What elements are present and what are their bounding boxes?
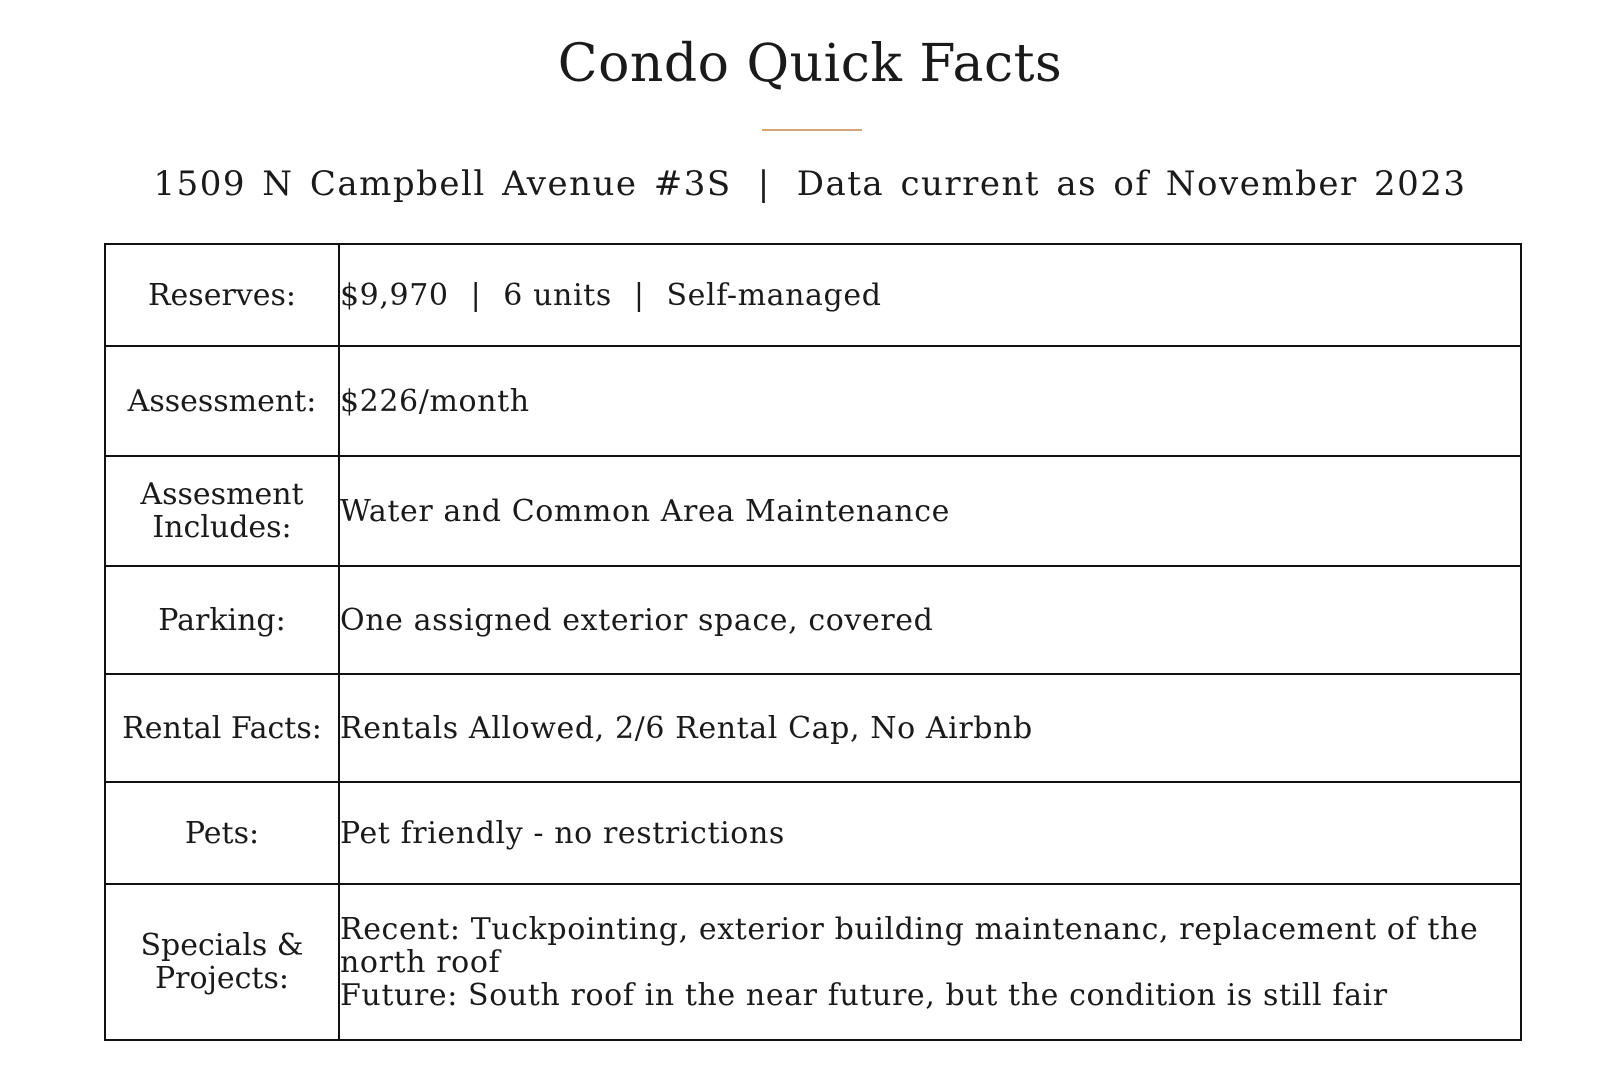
specials-projects-label-line1: Specials & <box>140 928 304 963</box>
reserves-value <box>339 244 1521 346</box>
data-current-note: Data current as of November 2023 <box>796 164 1467 204</box>
facts-row-parking <box>105 566 1521 674</box>
facts-row-pets <box>105 782 1521 884</box>
assessment-includes-label-line1: Assesment <box>140 477 304 512</box>
title-divider <box>762 129 862 131</box>
specials-projects-label-line2: Projects: <box>154 961 289 996</box>
property-address: 1509 N Campbell Avenue #3S <box>153 164 732 204</box>
assessment-includes-label-line2: Includes: <box>152 510 292 545</box>
subtitle-separator: | <box>757 164 771 204</box>
specials-future: Future: South roof in the near future, but the condition is still fair <box>340 977 1388 1013</box>
rental-facts-label: Rental Facts: <box>105 674 339 782</box>
reserves-label: Reserves: <box>105 244 339 346</box>
reserves-amount: $9,970 <box>340 277 449 313</box>
parking-label: Parking: <box>105 566 339 674</box>
assessment-value: $226/month <box>339 346 1521 456</box>
facts-row-assessment-includes <box>105 456 1521 566</box>
reserves-management: Self-managed <box>666 277 882 313</box>
pets-label: Pets: <box>105 782 339 884</box>
facts-row-reserves <box>105 244 1521 346</box>
facts-row-assessment <box>105 346 1521 456</box>
specials-projects-label <box>105 884 339 1040</box>
reserves-separator-1: | <box>470 277 482 313</box>
parking-value: One assigned exterior space, covered <box>339 566 1521 674</box>
page-title: Condo Quick Facts <box>557 34 1063 94</box>
pets-value: Pet friendly - no restrictions <box>339 782 1521 884</box>
assessment-includes-label <box>105 456 339 566</box>
facts-table <box>104 243 1522 1041</box>
specials-recent: Recent: Tuckpointing, exterior building maintenanc, replacement of the north roof <box>340 911 1479 980</box>
reserves-units: 6 units <box>503 277 612 313</box>
subtitle <box>0 164 1620 204</box>
assessment-label: Assessment: <box>105 346 339 456</box>
specials-projects-value <box>339 884 1521 1040</box>
facts-row-specials-projects <box>105 884 1521 1040</box>
facts-row-rental-facts <box>105 674 1521 782</box>
rental-facts-value: Rentals Allowed, 2/6 Rental Cap, No Airbnb <box>339 674 1521 782</box>
assessment-includes-value: Water and Common Area Maintenance <box>339 456 1521 566</box>
reserves-separator-2: | <box>633 277 645 313</box>
